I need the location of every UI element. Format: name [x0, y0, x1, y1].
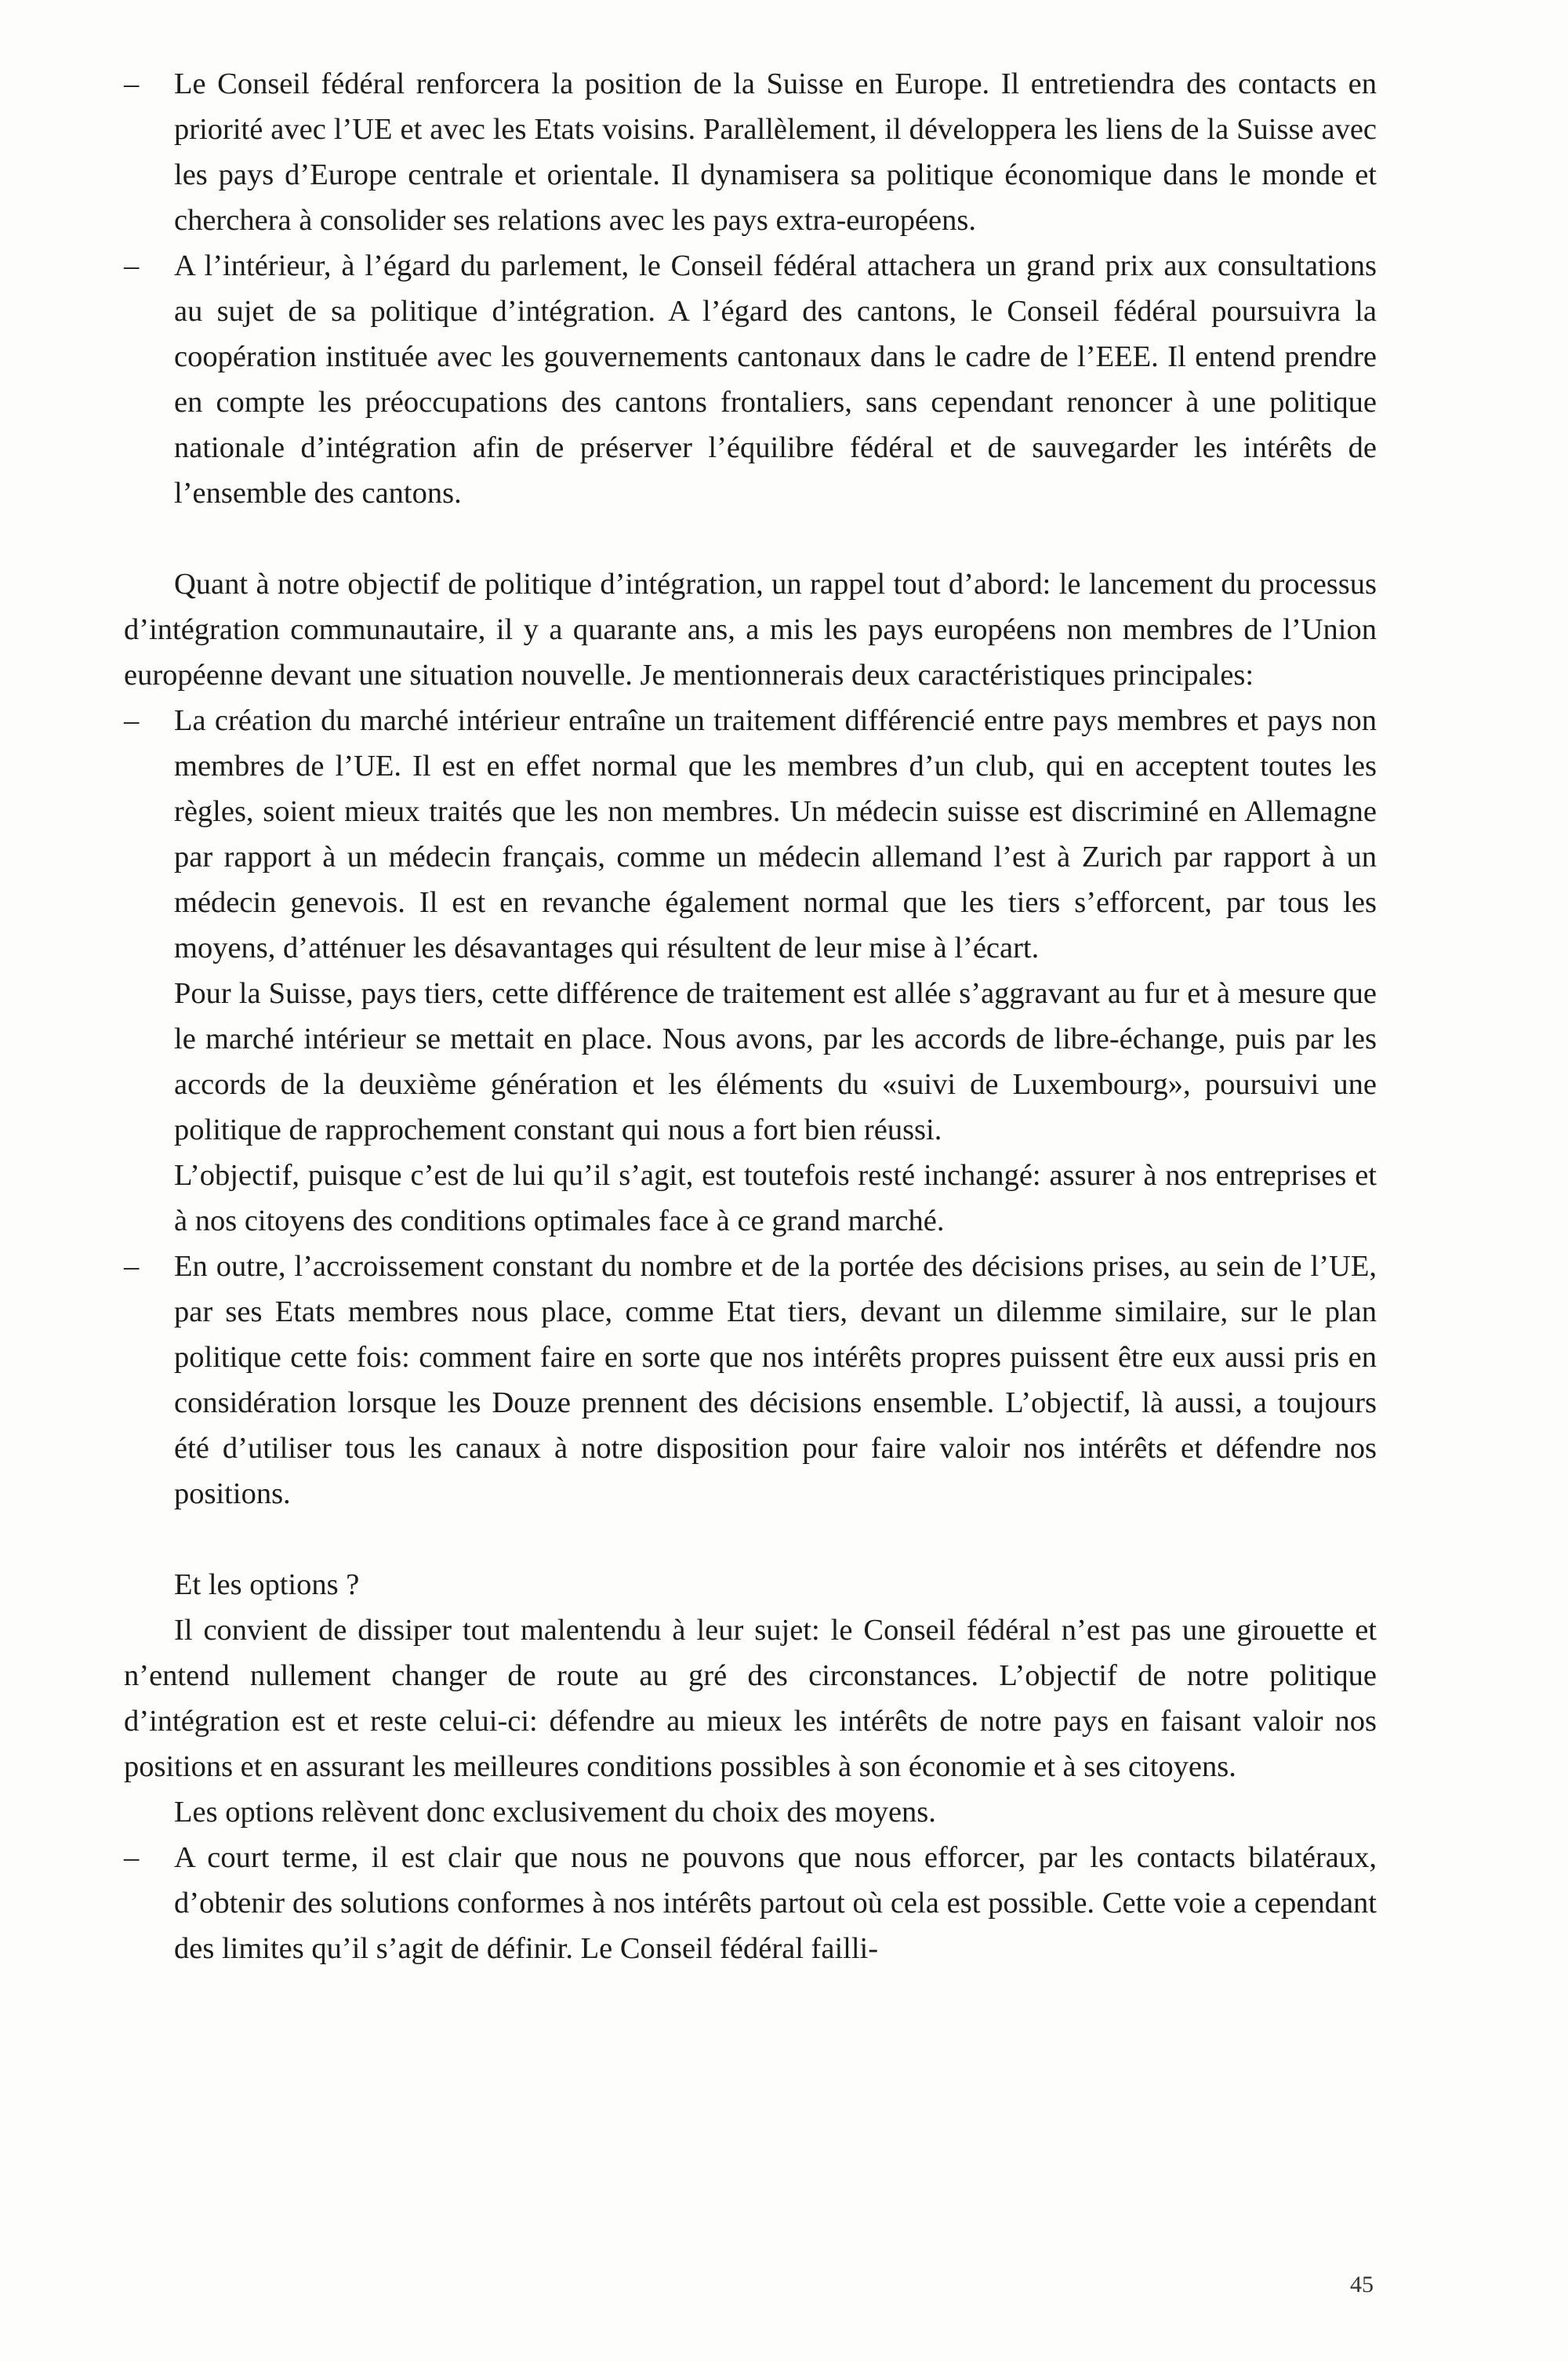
paragraph-text: La création du marché intérieur entraîne un traitement différencié entre pays membres et pays non membres de l’UE. Il est en effet normal que les membres d’un club, qui en acceptent toutes les règles, soient mieux traités que les non membres. Un médecin suisse est discriminé en Allemagne par rapport à un médecin français, comme un médecin allemand l’est à Zurich par rapport à un médecin genevois. Il est en revanche également normal que les tiers s’efforcent, par tous les moyens, d’atténuer les désavantages qui résultent de leur mise à l’écart.: [174, 704, 1377, 964]
paragraph-text: A court terme, il est clair que nous ne pouvons que nous efforcer, par les contacts bilatéraux, d’obtenir des solutions conformes à nos intérêts partout où cela est possible. Cette voie a cependant des limites qu’il s’agit de définir. Le Conseil fédéral failli-: [174, 1841, 1377, 1965]
bullet-paragraph: [124, 1835, 1377, 1971]
continuation-paragraph: Pour la Suisse, pays tiers, cette différence de traitement est allée s’aggravant au fur et à mesure que le marché intérieur se mettait en place. Nous avons, par les accords de libre-échange, puis par les accords de la deuxième génération et les éléments du «suivi de Luxembourg», poursuivi une politique de rapprochement constant qui nous a fort bien réussi.: [174, 977, 1377, 1146]
bullet-dash: –: [124, 67, 140, 100]
bullet-paragraph: [124, 1244, 1377, 1516]
bullet-paragraph: [124, 698, 1377, 971]
bullet-paragraph: [124, 61, 1377, 243]
body-text: [124, 61, 1377, 1971]
body-paragraph: Quant à notre objectif de politique d’intégration, un rappel tout d’abord: le lancement du processus d’intégration communautaire, il y a quarante ans, a mis les pays européens non membres de l’Union européenne devant une situation nouvelle. Je mentionnerais deux caractéristiques principales:: [124, 568, 1377, 692]
bullet-dash: –: [124, 249, 140, 282]
body-paragraph: Les options relèvent donc exclusivement du choix des moyens.: [174, 1796, 936, 1829]
paragraph-text: En outre, l’accroissement constant du nombre et de la portée des décisions prises, au sein de l’UE, par ses Etats membres nous place, comme Etat tiers, devant un dilemme similaire, sur le plan politique cette fois: comment faire en sorte que nos intérêts propres puissent être eux aussi pris en considération lorsque les Douze prennent des décisions ensemble. L’objectif, là aussi, a toujours été d’utiliser tous les canaux à notre disposition pour faire valoir nos intérêts et défendre nos positions.: [174, 1250, 1377, 1510]
bullet-dash: –: [124, 1841, 140, 1874]
body-paragraph: Et les options ?: [174, 1568, 360, 1601]
body-paragraph: Il convient de dissiper tout malentendu à leur sujet: le Conseil fédéral n’est pas une girouette et n’entend nullement changer de route au gré des circonstances. L’objectif de notre politique d’intégration est et reste celui-ci: défendre au mieux les intérêts de notre pays en faisant valoir nos positions et en assurant les meilleures conditions possibles à son économie et à ses citoyens.: [124, 1614, 1377, 1783]
bullet-dash: –: [124, 704, 140, 737]
paragraph-text: A l’intérieur, à l’égard du parlement, le Conseil fédéral attachera un grand prix aux consultations au sujet de sa politique d’intégration. A l’égard des cantons, le Conseil fédéral poursuivra la coopération instituée avec les gouvernements cantonaux dans le cadre de l’EEE. Il entend prendre en compte les préoccupations des cantons frontaliers, sans cependant renoncer à une politique nationale d’intégration afin de préserver l’équilibre fédéral et de sauvegarder les intérêts de l’ensemble des cantons.: [174, 249, 1377, 510]
bullet-paragraph: [124, 243, 1377, 516]
page-number: 45: [1350, 2272, 1374, 2297]
paragraph-text: Le Conseil fédéral renforcera la position de la Suisse en Europe. Il entretiendra des contacts en priorité avec l’UE et avec les Etats voisins. Parallèlement, il développera les liens de la Suisse avec les pays d’Europe centrale et orientale. Il dynamisera sa politique économique dans le monde et cherchera à consolider ses relations avec les pays extra-européens.: [174, 67, 1377, 237]
bullet-dash: –: [124, 1250, 140, 1283]
continuation-paragraph: L’objectif, puisque c’est de lui qu’il s’agit, est toutefois resté inchangé: assurer à nos entreprises et à nos citoyens des conditions optimales face à ce grand marché.: [174, 1159, 1377, 1237]
